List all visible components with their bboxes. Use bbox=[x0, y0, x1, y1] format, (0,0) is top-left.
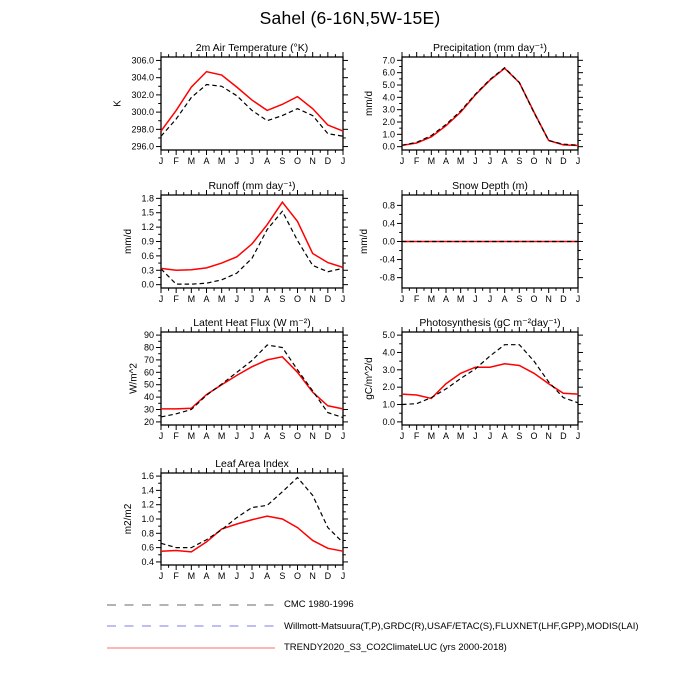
x-tick-label: M bbox=[187, 431, 196, 441]
x-tick-label: N bbox=[545, 156, 552, 166]
x-tick-label: F bbox=[413, 431, 420, 441]
y-tick-label: 0.8 bbox=[141, 528, 154, 539]
x-tick-label: S bbox=[279, 156, 286, 166]
chart-snow-depth bbox=[337, 173, 603, 320]
chart-title: Snow Depth (m) bbox=[452, 180, 528, 192]
y-tick-label: 1.6 bbox=[141, 471, 154, 482]
y-tick-label: 1.8 bbox=[141, 193, 154, 204]
legend-item bbox=[105, 641, 639, 654]
solid-line-swatch bbox=[105, 642, 277, 654]
obs-line bbox=[161, 345, 343, 418]
x-tick-label: A bbox=[203, 571, 210, 581]
legend-label: Willmott-Matsuura(T,P),GRDC(R),USAF/ETAC(S),FLUXNET(LHF,GPP),MODIS(LAI) bbox=[284, 620, 639, 632]
x-tick-label: F bbox=[173, 156, 179, 166]
y-tick-label: 40 bbox=[143, 392, 154, 403]
y-tick-label: 0.6 bbox=[141, 250, 154, 261]
x-tick-label: A bbox=[442, 431, 450, 441]
x-tick-label: O bbox=[293, 431, 302, 441]
x-tick-label: J bbox=[473, 431, 478, 441]
y-tick-label: -0.4 bbox=[379, 254, 395, 265]
x-tick-label: N bbox=[309, 294, 316, 304]
x-tick-label: S bbox=[279, 431, 286, 441]
y-tick-label: 4.0 bbox=[382, 347, 395, 358]
x-tick-label: O bbox=[530, 156, 538, 166]
x-tick-label: N bbox=[309, 431, 316, 441]
y-tick-label: 1.0 bbox=[382, 399, 395, 410]
obs-line bbox=[161, 211, 343, 284]
x-tick-label: J bbox=[234, 294, 240, 304]
y-tick-label: 296.0 bbox=[131, 141, 154, 152]
y-tick-label: 306.0 bbox=[131, 55, 154, 66]
x-tick-label: J bbox=[158, 294, 164, 304]
x-tick-label: A bbox=[203, 294, 210, 304]
y-tick-label: 0.0 bbox=[382, 236, 395, 247]
y-tick-label: 80 bbox=[143, 342, 154, 353]
x-tick-label: M bbox=[217, 431, 226, 441]
model-line bbox=[402, 68, 578, 145]
x-tick-label: N bbox=[545, 431, 552, 441]
x-tick-label: J bbox=[399, 294, 405, 304]
y-tick-label: 0.6 bbox=[141, 542, 154, 553]
y-tick-label: 1.4 bbox=[141, 485, 154, 496]
x-tick-label: J bbox=[234, 431, 240, 441]
plot-frame bbox=[161, 195, 343, 288]
plot-frame bbox=[161, 332, 343, 425]
y-tick-label: 60 bbox=[143, 367, 154, 378]
x-tick-label: A bbox=[501, 431, 508, 441]
obs-line bbox=[402, 68, 578, 145]
plot-frame bbox=[161, 57, 343, 150]
x-tick-label: A bbox=[264, 571, 271, 581]
y-tick-label: 1.2 bbox=[141, 499, 154, 510]
chart-leaf-area-index bbox=[96, 451, 368, 597]
x-tick-label: F bbox=[173, 294, 179, 304]
y-axis-label: m2/m2 bbox=[123, 503, 135, 535]
x-tick-label: J bbox=[249, 431, 255, 441]
x-tick-label: J bbox=[158, 156, 164, 166]
x-tick-label: N bbox=[309, 156, 316, 166]
y-tick-label: 5.0 bbox=[382, 79, 395, 90]
legend-label: CMC 1980-1996 bbox=[284, 599, 354, 610]
x-tick-label: J bbox=[575, 294, 581, 304]
y-tick-label: 2.0 bbox=[382, 382, 395, 393]
x-tick-label: D bbox=[560, 294, 567, 304]
chart-title: Photosynthesis (gC m⁻²day⁻¹) bbox=[419, 317, 561, 329]
x-tick-label: O bbox=[530, 431, 538, 441]
x-tick-label: J bbox=[158, 431, 164, 441]
page-title: Sahel (6-16N,5W-15E) bbox=[259, 8, 441, 28]
x-tick-label: F bbox=[173, 431, 179, 441]
legend bbox=[105, 598, 639, 663]
y-tick-label: 1.5 bbox=[141, 207, 154, 218]
y-tick-label: 6.0 bbox=[382, 67, 395, 78]
snow-depth-svg bbox=[337, 173, 603, 315]
y-axis-label: W/m^2 bbox=[128, 363, 140, 394]
x-tick-label: D bbox=[324, 156, 332, 166]
x-tick-label: J bbox=[340, 294, 346, 304]
y-tick-label: 0.0 bbox=[382, 141, 395, 152]
model-line bbox=[161, 202, 343, 270]
chart-precipitation bbox=[337, 35, 603, 182]
x-tick-label: F bbox=[413, 294, 420, 304]
x-tick-label: A bbox=[264, 294, 271, 304]
y-tick-label: 302.0 bbox=[131, 89, 154, 100]
obs-line bbox=[161, 478, 343, 548]
x-tick-label: J bbox=[340, 431, 346, 441]
chart-title: 2m Air Temperature (°K) bbox=[195, 42, 309, 54]
x-tick-label: M bbox=[217, 571, 226, 581]
x-tick-label: D bbox=[324, 294, 332, 304]
x-tick-label: M bbox=[427, 431, 436, 441]
x-tick-label: F bbox=[413, 156, 420, 166]
x-tick-label: J bbox=[487, 431, 493, 441]
x-tick-label: M bbox=[427, 156, 436, 166]
y-tick-label: 1.0 bbox=[141, 514, 154, 524]
y-tick-label: 0.0 bbox=[382, 416, 395, 427]
chart-title: Latent Heat Flux (W m⁻²) bbox=[193, 317, 311, 329]
y-tick-label: 298.0 bbox=[131, 124, 154, 135]
x-tick-label: O bbox=[293, 156, 302, 166]
y-tick-label: 90 bbox=[143, 330, 154, 341]
x-tick-label: O bbox=[530, 294, 538, 304]
x-tick-label: A bbox=[442, 156, 450, 166]
legend-item bbox=[105, 620, 639, 633]
x-tick-label: N bbox=[545, 294, 552, 304]
x-tick-label: J bbox=[158, 571, 164, 581]
y-tick-label: 7.0 bbox=[382, 55, 395, 66]
x-tick-label: M bbox=[187, 156, 196, 166]
x-tick-label: S bbox=[516, 156, 523, 166]
chart-runoff bbox=[96, 173, 368, 320]
x-tick-label: J bbox=[473, 294, 478, 304]
x-tick-label: J bbox=[399, 156, 405, 166]
x-tick-label: M bbox=[456, 156, 465, 166]
y-tick-label: 5.0 bbox=[382, 330, 395, 341]
model-line bbox=[161, 357, 343, 409]
y-tick-label: 70 bbox=[143, 354, 154, 365]
x-tick-label: S bbox=[516, 431, 523, 441]
model-line bbox=[161, 72, 343, 131]
x-tick-label: N bbox=[309, 571, 316, 581]
x-tick-label: A bbox=[501, 156, 508, 166]
chart-title: Runoff (mm day⁻¹) bbox=[208, 180, 296, 192]
y-tick-label: 3.0 bbox=[382, 104, 395, 115]
x-tick-label: M bbox=[217, 156, 226, 166]
x-tick-label: J bbox=[249, 294, 255, 304]
plot-frame bbox=[402, 57, 578, 150]
leaf-area-index-svg bbox=[96, 451, 368, 592]
x-tick-label: M bbox=[217, 294, 226, 304]
x-tick-label: J bbox=[575, 431, 581, 441]
x-tick-label: A bbox=[203, 431, 210, 441]
x-tick-label: M bbox=[456, 431, 465, 441]
x-tick-label: J bbox=[234, 156, 240, 166]
x-tick-label: M bbox=[427, 294, 436, 304]
chart-air-temperature bbox=[96, 35, 368, 182]
y-tick-label: 4.0 bbox=[382, 92, 395, 103]
x-tick-label: J bbox=[487, 294, 493, 304]
y-tick-label: 2.0 bbox=[382, 117, 395, 128]
precipitation-svg bbox=[337, 35, 603, 177]
y-tick-label: 3.0 bbox=[382, 364, 395, 375]
x-tick-label: D bbox=[324, 571, 332, 581]
x-tick-label: M bbox=[187, 294, 196, 304]
x-tick-label: A bbox=[264, 431, 271, 441]
x-tick-label: A bbox=[501, 294, 508, 304]
x-tick-label: J bbox=[249, 571, 255, 581]
chart-title: Leaf Area Index bbox=[215, 458, 289, 470]
y-tick-label: 0.3 bbox=[141, 265, 154, 276]
y-tick-label: 0.4 bbox=[141, 556, 154, 567]
y-axis-label: mm/d bbox=[358, 229, 370, 254]
y-axis-label: mm/d bbox=[364, 91, 376, 116]
plot-frame bbox=[402, 332, 578, 425]
x-tick-label: O bbox=[293, 294, 302, 304]
x-tick-label: S bbox=[279, 294, 286, 304]
latent-heat-flux-svg bbox=[96, 310, 368, 452]
dashed-line-swatch bbox=[105, 599, 277, 611]
x-tick-label: J bbox=[340, 571, 346, 581]
x-tick-label: A bbox=[264, 156, 271, 166]
model-line bbox=[402, 364, 578, 399]
x-tick-label: J bbox=[249, 156, 255, 166]
photosynthesis-svg bbox=[337, 310, 603, 452]
y-tick-label: 30 bbox=[143, 404, 154, 415]
y-axis-label: K bbox=[112, 100, 124, 107]
y-tick-label: 0.9 bbox=[141, 236, 154, 247]
model-line bbox=[161, 516, 343, 552]
x-tick-label: A bbox=[203, 156, 210, 166]
x-tick-label: M bbox=[187, 571, 196, 581]
x-tick-label: J bbox=[473, 156, 478, 166]
x-tick-label: D bbox=[560, 156, 567, 166]
y-tick-label: 1.0 bbox=[382, 129, 395, 140]
x-tick-label: O bbox=[293, 571, 302, 581]
x-tick-label: F bbox=[173, 571, 179, 581]
x-tick-label: J bbox=[399, 431, 405, 441]
y-tick-label: -0.8 bbox=[379, 272, 395, 283]
obs-line bbox=[402, 345, 578, 405]
x-tick-label: S bbox=[279, 571, 286, 581]
x-tick-label: D bbox=[324, 431, 332, 441]
x-tick-label: J bbox=[234, 571, 240, 581]
chart-title: Precipitation (mm day⁻¹) bbox=[432, 42, 548, 54]
y-tick-label: 304.0 bbox=[131, 72, 154, 83]
x-tick-label: S bbox=[516, 294, 523, 304]
x-tick-label: J bbox=[487, 156, 493, 166]
legend-item bbox=[105, 598, 639, 611]
x-tick-label: A bbox=[442, 294, 450, 304]
y-tick-label: 300.0 bbox=[131, 107, 154, 118]
legend-label: TRENDY2020_S3_CO2ClimateLUC (yrs 2000-2018) bbox=[284, 642, 507, 654]
y-tick-label: 20 bbox=[143, 416, 154, 427]
y-tick-label: 1.2 bbox=[141, 222, 154, 233]
y-tick-label: 50 bbox=[143, 379, 154, 390]
runoff-svg bbox=[96, 173, 368, 315]
y-tick-label: 0.4 bbox=[382, 218, 395, 229]
y-tick-label: 0.8 bbox=[382, 200, 395, 211]
y-axis-label: gC/m^2/d bbox=[364, 357, 376, 400]
x-tick-label: J bbox=[340, 156, 346, 166]
y-tick-label: 0.0 bbox=[141, 279, 154, 290]
chart-photosynthesis bbox=[337, 310, 603, 457]
chart-latent-heat-flux bbox=[96, 310, 368, 457]
y-axis-label: mm/d bbox=[123, 229, 135, 254]
x-tick-label: J bbox=[575, 156, 581, 166]
x-tick-label: M bbox=[456, 294, 465, 304]
dashed-line-swatch bbox=[105, 620, 277, 632]
x-tick-label: D bbox=[560, 431, 567, 441]
air-temperature-svg bbox=[96, 35, 368, 177]
